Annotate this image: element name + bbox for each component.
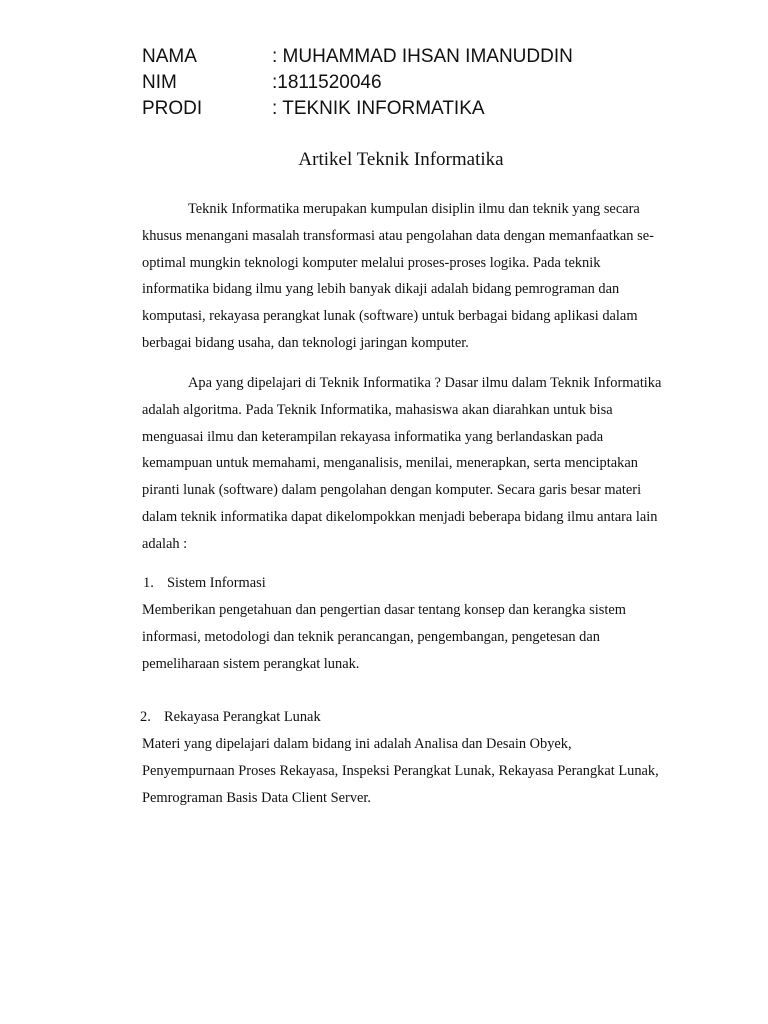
article-title: Artikel Teknik Informatika — [298, 149, 504, 170]
list-item-body: Materi yang dipelajari dalam bidang ini adalah Analisa dan Desain Obyek, Penyempurnaan Proses Rekayasa, Inspeksi Perangkat Lunak, Rekayasa Perangkat Lunak, Pemrograman Basis Data Client Server. — [142, 736, 659, 806]
list-item-heading — [140, 705, 321, 729]
list-item-title: Rekayasa Perangkat Lunak — [164, 709, 321, 725]
prodi-label: PRODI — [142, 98, 203, 119]
list-item-number: 1. — [143, 575, 154, 591]
paragraph-study-topics: Apa yang dipelajari di Teknik Informatika ? Dasar ilmu dalam Teknik Informatika adalah algoritma. Pada Teknik Informatika, mahasiswa akan diarahkan untuk bisa menguasai ilmu dan keterampilan rekayasa informatika yang berlandaskan pada kemampuan untuk memahami, menganalisis, menilai, menerapkan, serta menciptakan piranti lunak (software) dalam pengolahan dengan komputer. Secara garis besar materi dalam teknik informatika dapat dikelompokkan menjadi beberapa bidang ilmu antara lain adalah : — [142, 375, 662, 552]
nim-label: NIM — [142, 72, 177, 93]
list-item-number: 2. — [140, 709, 151, 725]
list-item-heading — [143, 571, 266, 595]
name-label: NAMA — [142, 46, 197, 67]
list-item-title: Sistem Informasi — [167, 575, 266, 591]
paragraph-intro: Teknik Informatika merupakan kumpulan disiplin ilmu dan teknik yang secara khusus menangani masalah transformasi atau pengolahan data dengan memanfaatkan se-optimal mungkin teknologi komputer melalui proses-proses logika. Pada teknik informatika bidang ilmu yang lebih banyak dikaji adalah bidang pemrograman dan komputasi, rekayasa perangkat lunak (software) untuk berbagai bidang aplikasi dalam berbagai bidang usaha, dan teknologi jaringan komputer. — [142, 201, 654, 351]
list-item-body: Memberikan pengetahuan dan pengertian dasar tentang konsep dan kerangka sistem informasi, metodologi dan teknik perancangan, pengembangan, pengetesan dan pemeliharaan sistem perangkat lunak. — [142, 602, 626, 672]
name-value: : MUHAMMAD IHSAN IMANUDDIN — [272, 46, 573, 67]
prodi-value: : TEKNIK INFORMATIKA — [272, 98, 485, 119]
nim-value: :1811520046 — [272, 72, 382, 93]
